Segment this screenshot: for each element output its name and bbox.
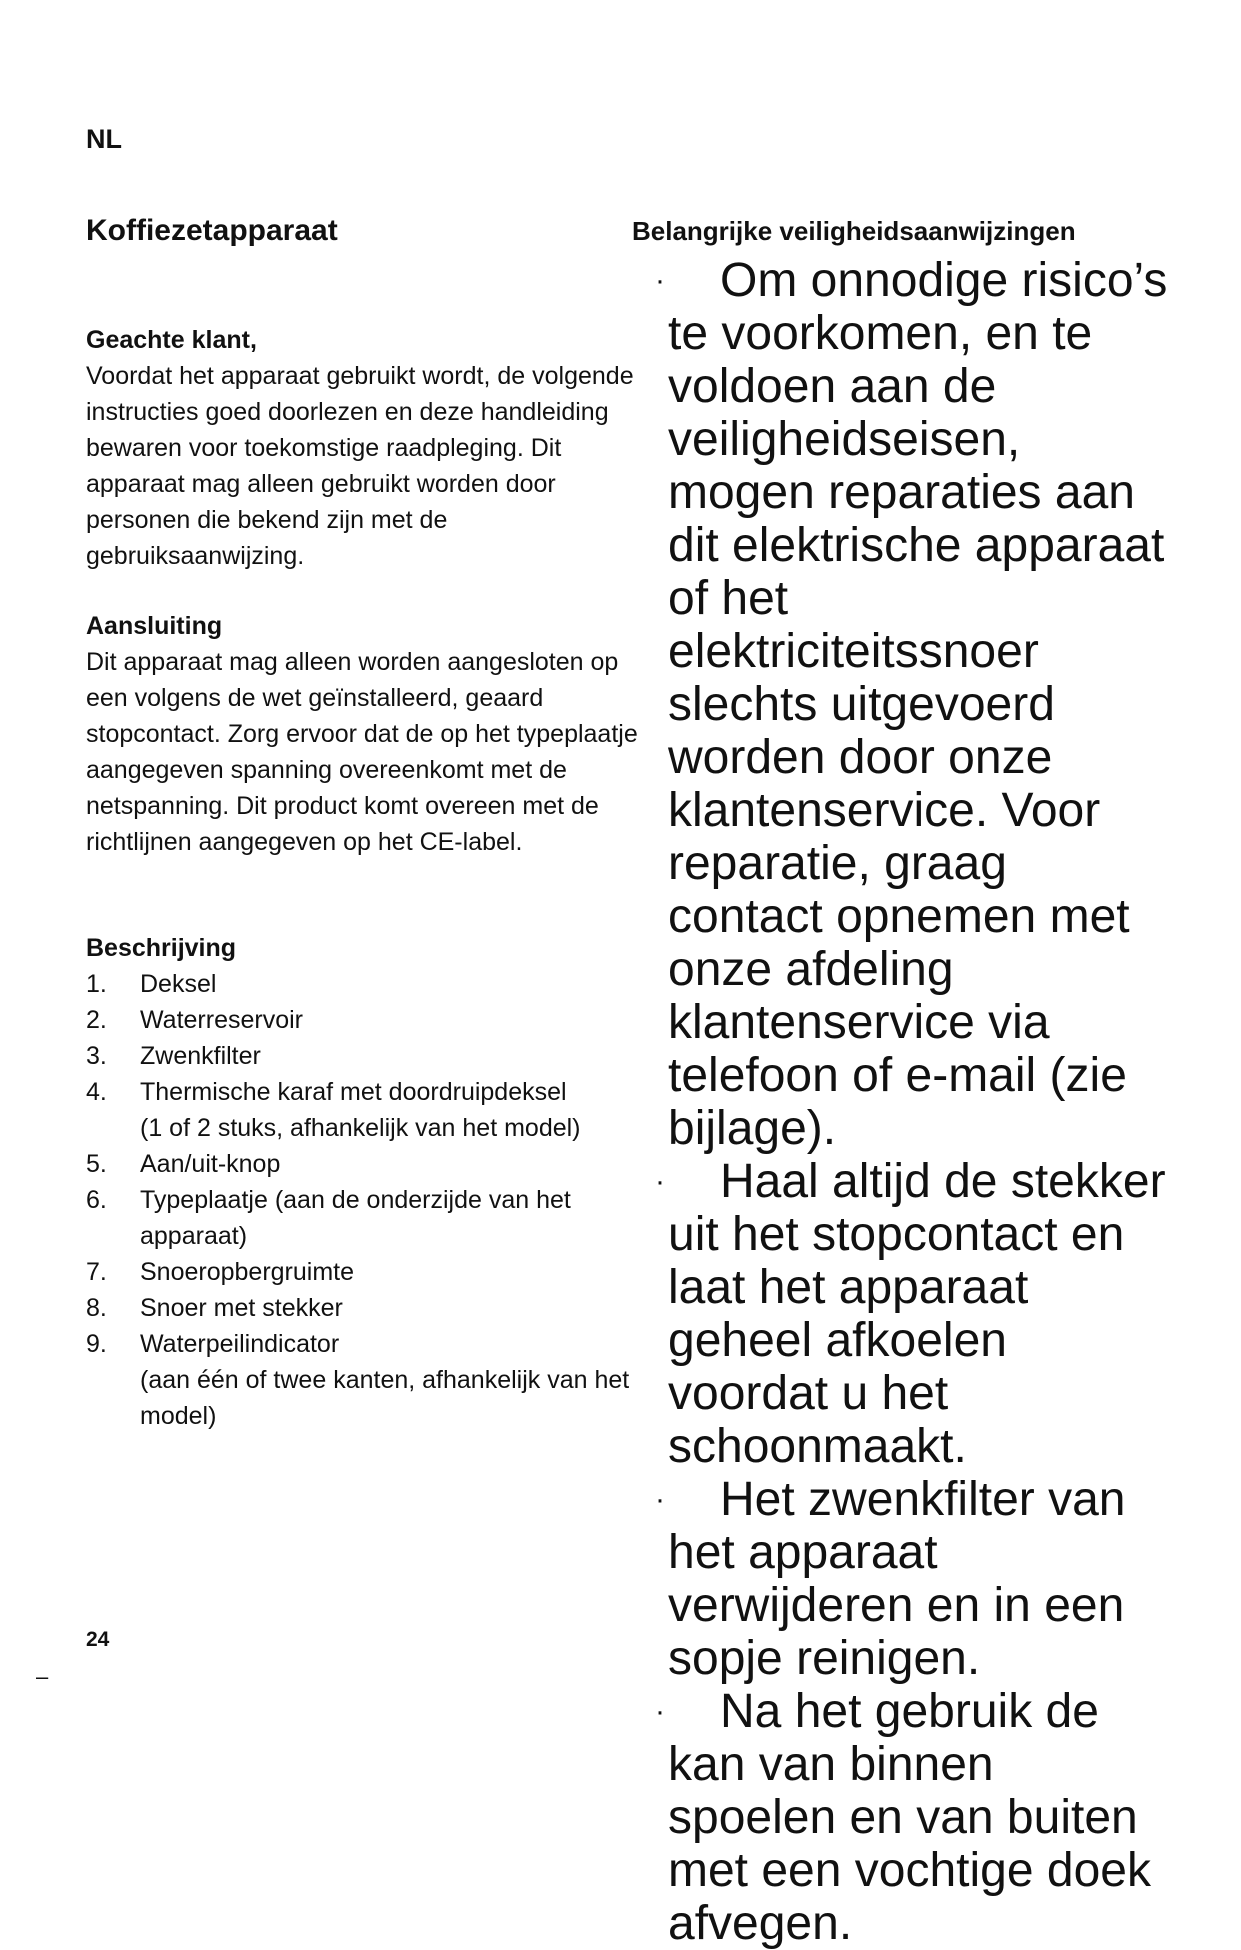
list-item bbox=[86, 1146, 646, 1182]
intro-text: Voordat het apparaat gebruikt wordt, de volgende instructies goed doorlezen en deze handleiding bewaren voor toekomstige raadpleging. Dit apparaat mag alleen gebruikt worden door personen die bekend zijn met de gebruiksaanwijzing. bbox=[86, 362, 634, 570]
page-title: Koffiezetapparaat bbox=[86, 214, 338, 247]
bullet-icon: · bbox=[655, 1483, 665, 1516]
item-label: Snoeropbergruimte bbox=[140, 1258, 355, 1286]
list-item bbox=[86, 966, 646, 1002]
item-number: 2. bbox=[86, 1006, 107, 1034]
description-heading: Beschrijving bbox=[86, 934, 237, 962]
list-item bbox=[86, 1038, 646, 1074]
list-item bbox=[86, 1074, 646, 1146]
description-section bbox=[86, 930, 646, 1434]
item-label: Snoer met stekker bbox=[140, 1294, 343, 1322]
safety-text: Na het gebruik de kan van binnen spoelen en van buiten met een vochtige doek afvegen. bbox=[668, 1685, 1151, 1950]
intro-heading: Geachte klant, bbox=[86, 326, 257, 354]
item-number: 9. bbox=[86, 1330, 107, 1358]
list-item bbox=[86, 1254, 646, 1290]
connection-section bbox=[86, 608, 646, 860]
page-number: 24 bbox=[86, 1628, 110, 1651]
item-note: (aan één of twee kanten, afhankelijk van het model) bbox=[140, 1366, 630, 1430]
item-number: 8. bbox=[86, 1294, 107, 1322]
list-item bbox=[86, 1002, 646, 1038]
item-label: Typeplaatje (aan de onderzijde van het apparaat) bbox=[140, 1186, 571, 1250]
safety-text: Haal altijd de stekker uit het stopcontact en laat het apparaat geheel afkoelen voordat u het schoonmaakt. bbox=[668, 1155, 1166, 1473]
safety-list bbox=[650, 254, 1170, 1950]
safety-item bbox=[650, 1685, 1170, 1950]
bullet-icon: · bbox=[655, 264, 665, 297]
item-number: 7. bbox=[86, 1258, 107, 1286]
description-list bbox=[86, 966, 646, 1434]
item-number: 5. bbox=[86, 1150, 107, 1178]
connection-heading: Aansluiting bbox=[86, 612, 223, 640]
safety-item bbox=[650, 254, 1170, 1155]
intro-section bbox=[86, 322, 646, 574]
connection-text: Dit apparaat mag alleen worden aangesloten op een volgens de wet geïnstalleerd, geaard stopcontact. Zorg ervoor dat de op het typeplaatje aangegeven spanning overeenkomt met de netspanning. Dit product komt overeen met de richtlijnen aangegeven op het CE-label. bbox=[86, 648, 638, 856]
item-label: Deksel bbox=[140, 970, 217, 998]
item-label: Zwenkfilter bbox=[140, 1042, 261, 1070]
item-number: 3. bbox=[86, 1042, 107, 1070]
item-label: Thermische karaf met doordruipdeksel bbox=[140, 1078, 567, 1106]
bullet-icon: · bbox=[655, 1695, 665, 1728]
safety-text: Om onnodige risico’s te voorkomen, en te voldoen aan de veiligheidseisen, mogen reparaties aan dit elektrische apparaat of het elektriciteitssnoer slechts uitgevoerd worden door onze klantenservice. Voor reparatie, graag contact opnemen met onze afdeling klantenservice via telefoon of e-mail (zie bijlage). bbox=[668, 254, 1168, 1155]
safety-heading: Belangrijke veiligheidsaanwijzingen bbox=[632, 216, 1076, 246]
language-code: NL bbox=[86, 124, 122, 154]
list-item bbox=[86, 1182, 646, 1254]
item-number: 4. bbox=[86, 1078, 107, 1106]
list-item bbox=[86, 1290, 646, 1326]
item-label: Aan/uit-knop bbox=[140, 1150, 281, 1178]
safety-item bbox=[650, 1155, 1170, 1473]
margin-mark: – bbox=[36, 1664, 49, 1689]
item-number: 1. bbox=[86, 970, 107, 998]
item-label: Waterpeilindicator bbox=[140, 1330, 340, 1358]
bullet-icon: · bbox=[655, 1165, 665, 1198]
safety-item bbox=[650, 1473, 1170, 1685]
item-note: (1 of 2 stuks, afhankelijk van het model) bbox=[140, 1114, 581, 1142]
item-number: 6. bbox=[86, 1186, 107, 1214]
safety-text: Het zwenkfilter van het apparaat verwijderen en in een sopje reinigen. bbox=[668, 1473, 1126, 1685]
list-item bbox=[86, 1326, 646, 1434]
item-label: Waterreservoir bbox=[140, 1006, 303, 1034]
